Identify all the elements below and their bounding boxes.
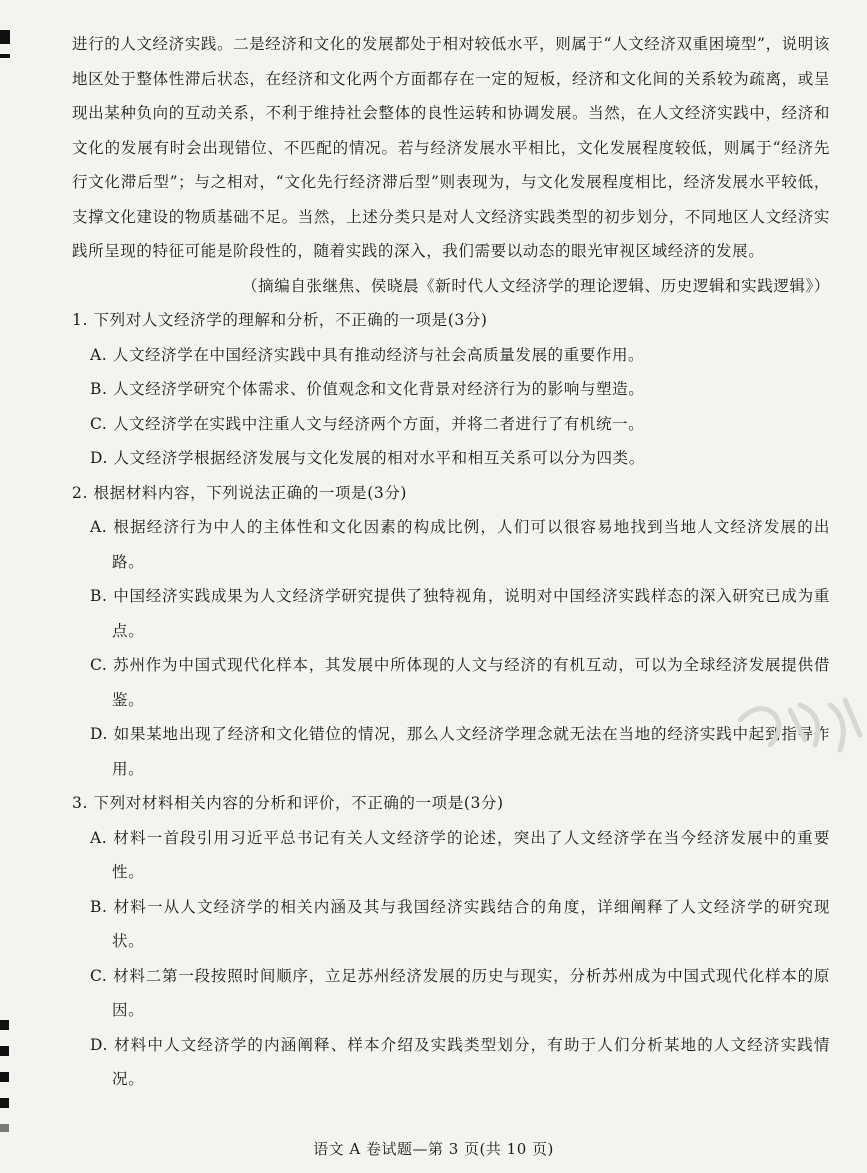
option-b: B. 人文经济学研究个体需求、价值观念和文化背景对经济行为的影响与塑造。 (90, 380, 645, 398)
option-b: B. 材料一从人文经济学的相关内涵及其与我国经济实践结合的角度，详细阐释了人文经济学的研究现状。 (90, 897, 830, 950)
option-d: D. 如果某地出现了经济和文化错位的情况，那么人文经济学理念就无法在当地的经济实践中起到指导作用。 (90, 725, 830, 778)
page-content (72, 27, 830, 1097)
option-c: C. 材料二第一段按照时间顺序，立足苏州经济发展的历史与现实，分析苏州成为中国式现代化样本的原因。 (90, 966, 830, 1019)
option-d: D. 材料中人文经济学的内涵阐释、样本介绍及实践类型划分，有助于人们分析某地的人文经济实践情况。 (90, 1035, 830, 1088)
option-a: A. 人文经济学在中国经济实践中具有推动经济与社会高质量发展的重要作用。 (90, 345, 645, 364)
question-stem: 3. 下列对材料相关内容的分析和评价，不正确的一项是(3分) (72, 794, 504, 812)
passage-source: （摘编自张继焦、侯晓晨《新时代人文经济学的理论逻辑、历史逻辑和实践逻辑》） (242, 276, 830, 295)
question-3 (72, 786, 830, 1097)
option-b: B. 中国经济实践成果为人文经济学研究提供了独特视角，说明对中国经济实践样态的深入研究已成为重点。 (90, 587, 830, 640)
option-c: C. 苏州作为中国式现代化样本，其发展中所体现的人文与经济的有机互动，可以为全球经济发展提供借鉴。 (90, 656, 830, 709)
question-2 (72, 476, 830, 787)
question-stem: 2. 根据材料内容，下列说法正确的一项是(3分) (72, 483, 408, 502)
passage-paragraph: 进行的人文经济实践。二是经济和文化的发展都处于相对较低水平，则属于“人文经济双重困境型”，说明该地区处于整体性滞后状态，在经济和文化两个方面都存在一定的短板，经济和文化间的关系较为疏离，或呈现出某种负向的互动关系，不利于维持社会整体的良性运转和协调发展。当然，在人文经济实践中，经济和文化的发展有时会出现错位、不匹配的情况。若与经济发展水平相比，文化发展程度较低，则属于“经济先行文化滞后型”；与之相对，“文化先行经济滞后型”则表现为，与文化发展程度相比，经济发展水平较低，支撑文化建设的物质基础不足。当然，上述分类只是对人文经济实践类型的初步划分，不同地区人文经济实践所呈现的特征可能是阶段性的，随着实践的深入，我们需要以动态的眼光审视区域经济的发展。 (72, 35, 830, 260)
page-footer: 语文 A 卷试题—第 3 页(共 10 页) (313, 1140, 554, 1158)
option-a: A. 根据经济行为中人的主体性和文化因素的构成比例，人们可以很容易地找到当地人文经济发展的出路。 (90, 518, 830, 571)
question-stem: 1. 下列对人文经济学的理解和分析，不正确的一项是(3分) (72, 311, 488, 329)
question-1 (72, 303, 830, 476)
option-a: A. 材料一首段引用习近平总书记有关人文经济学的论述，突出了人文经济学在当今经济发展中的重要性。 (90, 828, 830, 881)
option-c: C. 人文经济学在实践中注重人文与经济两个方面，并将二者进行了有机统一。 (90, 414, 645, 433)
option-d: D. 人文经济学根据经济发展与文化发展的相对水平和相互关系可以分为四类。 (90, 449, 645, 467)
